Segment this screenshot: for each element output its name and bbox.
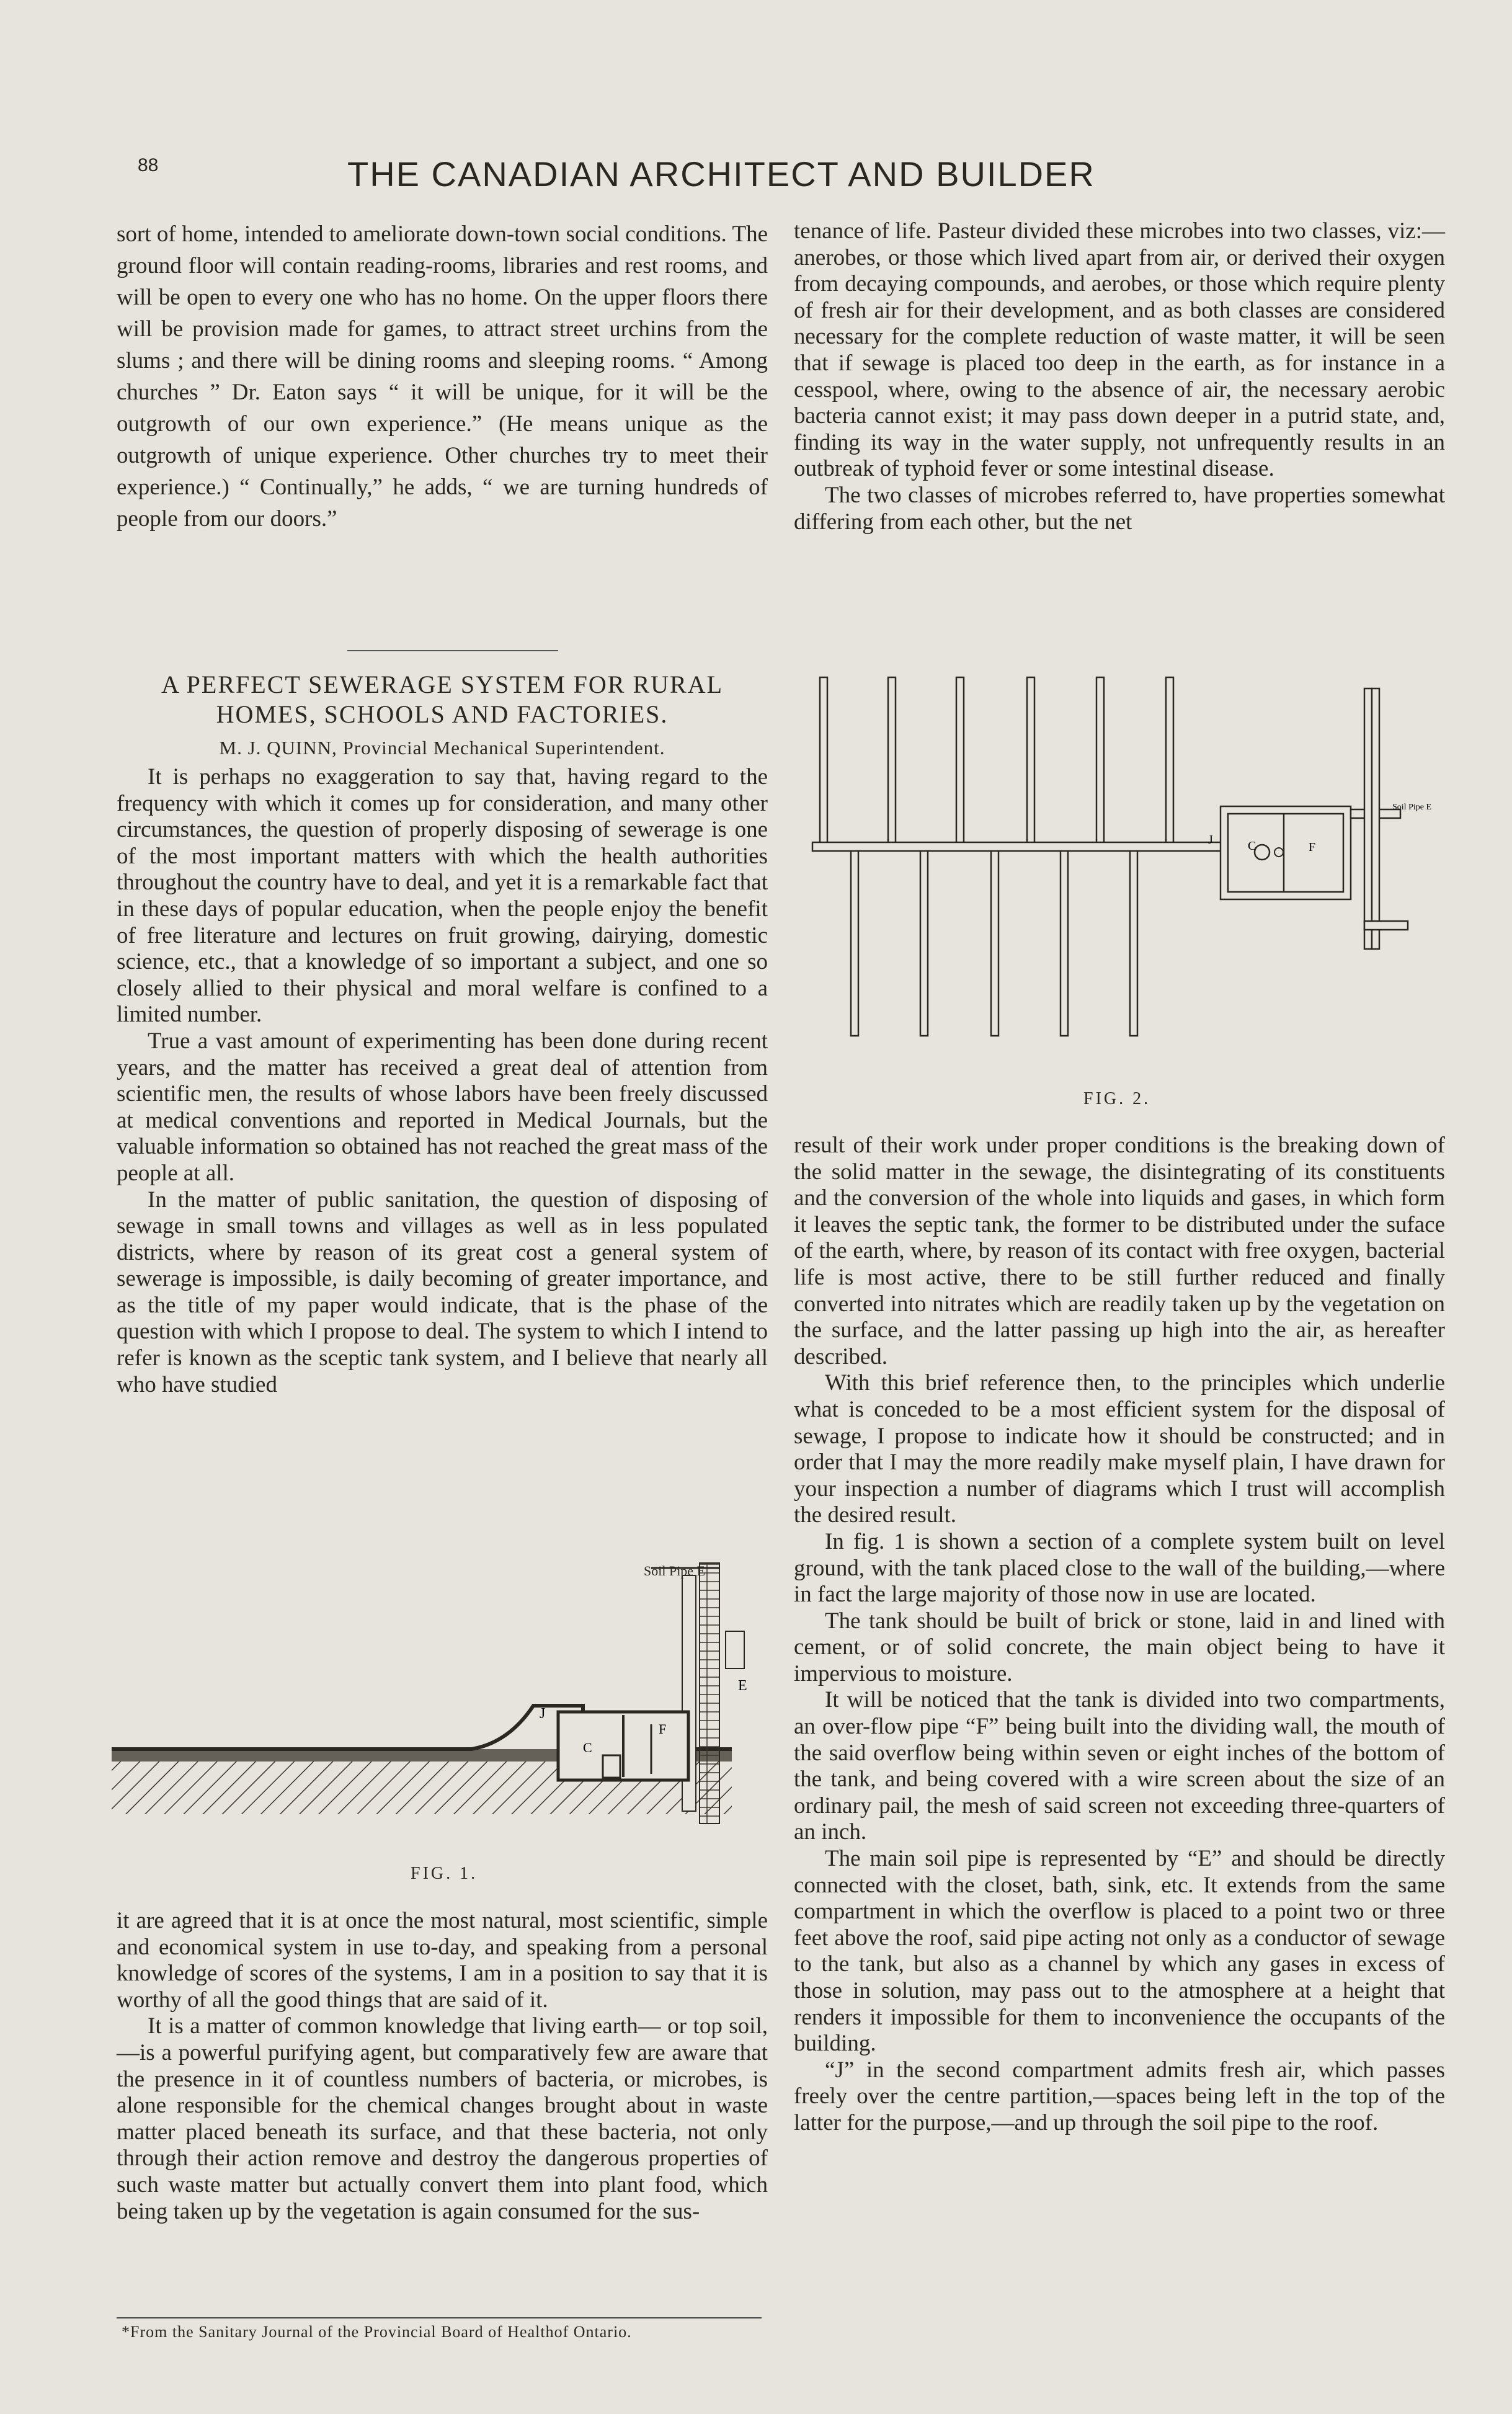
drain-tiles (812, 677, 1408, 1036)
paragraph: True a vast amount of experimenting has been done during recent years, and the matter has received a great deal of attention from scientific men, the results of whose labors have been freely discussed at medical conventions and reported in Medical Journals, but the valuable information so obtained has not reached the great mass of the people at all. (117, 1028, 768, 1186)
upper-branch (820, 677, 827, 845)
paragraph: It is a matter of common knowledge that living earth— or top soil,—is a powerful purifying agent, but comparatively few are aware that the presence in it of countless numbers of bacteria, or microbes, is alone responsible for the chemical changes brought about in waste matter placed beneath its surface, and that these bacteria, not only through their action remove and destroy the dangerous properties of such waste matter but actually convert them into plant food, which being taken up by the vegetation is again consumed for the sus- (117, 2013, 768, 2224)
upper-branch (888, 677, 896, 845)
figure-2-caption: FIG. 2. (1083, 1089, 1151, 1108)
figure-2-diagram (806, 670, 1464, 1054)
label-c: C (583, 1740, 592, 1755)
right-column-bottom (794, 1133, 1445, 2137)
paragraph: tenance of life. Pasteur divided these microbes into two classes, viz:—anerobes, or those which lived apart from air, or derived their oxygen from decaying compounds, and aerobes, or those which require plenty of fresh air for their development, and as both classes are considered necessary for the complete reduction of waste matter, it will be seen that if sewage is placed too deep in the earth, as for instance in a cesspool, where, owing to the absence of air, the necessary aerobic bacteria cannot exist; it may pass down deeper in a putrid state, and, finding its way in the water supply, not unfrequently results in an outbreak of typhoid fever or some intestinal disease. (794, 218, 1445, 482)
paragraph: “J” in the second compartment admits fresh air, which passes freely over the centre partition,—spaces being left in the top of the latter for the purpose,—and up through the soil pipe to the roof. (794, 2057, 1445, 2136)
lower-branch (1130, 850, 1137, 1036)
figure-1-caption: FIG. 1. (411, 1864, 478, 1883)
main-drain (812, 842, 1222, 851)
article-byline: M. J. QUINN, Provincial Mechanical Superintendent. (219, 737, 665, 759)
label-f: F (1309, 840, 1316, 854)
section-divider (347, 650, 558, 651)
label-j: J (540, 1706, 546, 1722)
lower-branch (920, 850, 928, 1036)
pipe-outlet (726, 1631, 744, 1668)
upper-branch (1166, 677, 1173, 845)
septic-tank-inner (1228, 814, 1343, 892)
outlet-plan (1364, 921, 1408, 930)
left-column-top (117, 218, 768, 535)
label-f: F (659, 1721, 667, 1737)
paragraph: The tank should be built of brick or stone, laid in and lined with cement, or of solid concrete, the main object being to have it impervious to moisture. (794, 1608, 1445, 1686)
paragraph: With this brief reference then, to the principles which underlie what is conceded to be a most efficient system for the disposal of sewage, I propose to indicate how it should be constructed; and in order that I may the more readily make myself plain, I have drawn for your inspection a number of diagrams which I trust will accomplish the desired result. (794, 1370, 1445, 1528)
right-column-top (794, 218, 1445, 535)
figure-1-diagram (112, 1538, 769, 1861)
paragraph: It is perhaps no exaggeration to say that, having regard to the frequency with which it comes up for consideration, and many other circumstances, the question of properly disposing of sewerage is one of the most important matters with which the health authorities throughout the country have to deal, and yet it is a remarkable fact that in these days of popular education, when the people enjoy the benefit of free literature and lectures on fruit growing, dairying, domestic science, etc., that a knowledge of so important a subject, and one so closely allied to their physical and moral welfare is confined to a limited number. (117, 764, 768, 1028)
soil-pipe-label: Soil Pipe E (1392, 803, 1432, 812)
building-wall (700, 1563, 719, 1824)
paragraph: The two classes of microbes referred to, have properties somewhat differing from each other, but the net (794, 482, 1445, 535)
building-wall-plan (1372, 688, 1379, 949)
paragraph: It will be noticed that the tank is divided into two compartments, an over-flow pipe “F” being built into the dividing wall, the mouth of the said overflow being within seven or eight inches of the bottom of the tank, and being covered with a wire screen about the size of an ordinary pail, the mesh of said screen not exceeding three-quarters of an inch. (794, 1687, 1445, 1845)
article-title (117, 670, 768, 729)
label-j: J (1208, 833, 1213, 847)
paragraph: result of their work under proper conditions is the breaking down of the solid matter in the sewage, the disintegrating of its constituents and the conversion of the whole into liquids and gases, in which form it leaves the septic tank, the former to be distributed under the suface of the earth, where, by reason of its contact with free oxygen, bacterial life is most active, there to be still further reduced and finally converted into nitrates which are readily taken up by the vegetation on the surface, and the latter passing up high into the air, as hereafter described. (794, 1133, 1445, 1370)
paragraph: sort of home, intended to ameliorate down-town social conditions. The ground floor will contain reading-rooms, libraries and rest rooms, and will be open to every one who has no home. On the upper floors there will be provision made for games, to attract street urchins from the slums ; and there will be dining rooms and sleeping rooms. “ Among churches ” Dr. Eaton says “ it will be unique, for it will be the outgrowth of our own experience.” (He means unique as the outgrowth of unique experience. Other churches try to meet their experience.) “ Continually,” he adds, “ we are turning hundreds of people from our doors.” (117, 221, 768, 532)
lower-branch (991, 850, 998, 1036)
left-column-bottom (117, 1908, 768, 2225)
soil-pipe-label: Soil Pipe E (644, 1563, 706, 1579)
upper-branch (956, 677, 964, 845)
footnote: *From the Sanitary Journal of the Provincial Board of Healthof Ontario. (122, 2323, 632, 2341)
label-e: E (738, 1678, 747, 1694)
lower-branch (851, 850, 858, 1036)
paragraph: it are agreed that it is at once the most natural, most scientific, simple and economical system in use to-day, and speaking from a personal knowledge of scores of the systems, I am in a position to say that it is worthy of all the good things that are said of it. (117, 1908, 768, 2013)
article-title-line: A PERFECT SEWERAGE SYSTEM FOR RURAL (161, 670, 724, 698)
paragraph: In fig. 1 is shown a section of a complete system built on level ground, with the tank placed close to the wall of the building,—where in fact the large majority of those now in use are located. (794, 1528, 1445, 1608)
upper-branch (1027, 677, 1034, 845)
lower-branch (1061, 850, 1068, 1036)
footnote-rule (117, 2317, 762, 2318)
paragraph: The main soil pipe is represented by “E” and should be directly connected with the closet, bath, sink, etc. It extends from the same compartment in which the overflow is placed to a point two or three feet above the roof, said pipe acting not only as a conductor of sewage to the tank, but also as a channel by which any gases in excess of those in solution, may pass out to the atmosphere at a height that renders it impossible for them to inconvenience the occupants of the building. (794, 1846, 1445, 2057)
upper-branch (1096, 677, 1104, 845)
left-column-middle (117, 764, 768, 1398)
label-c: C (1248, 839, 1256, 853)
paragraph: In the matter of public sanitation, the question of disposing of sewage in small towns and villages as well as in less populated districts, where by reason of its great cost a general system of sewerage is impossible, is daily becoming of greater importance, and as the title of my paper would indicate, that is the phase of the question with which I propose to deal. The system to which I intend to refer is known as the sceptic tank system, and I believe that nearly all who have studied (117, 1187, 768, 1397)
running-title: THE CANADIAN ARCHITECT AND BUILDER (347, 154, 1095, 194)
article-title-line: HOMES, SCHOOLS AND FACTORIES. (216, 700, 669, 728)
building-wall-plan (1364, 688, 1372, 949)
page-number: 88 (138, 155, 159, 176)
